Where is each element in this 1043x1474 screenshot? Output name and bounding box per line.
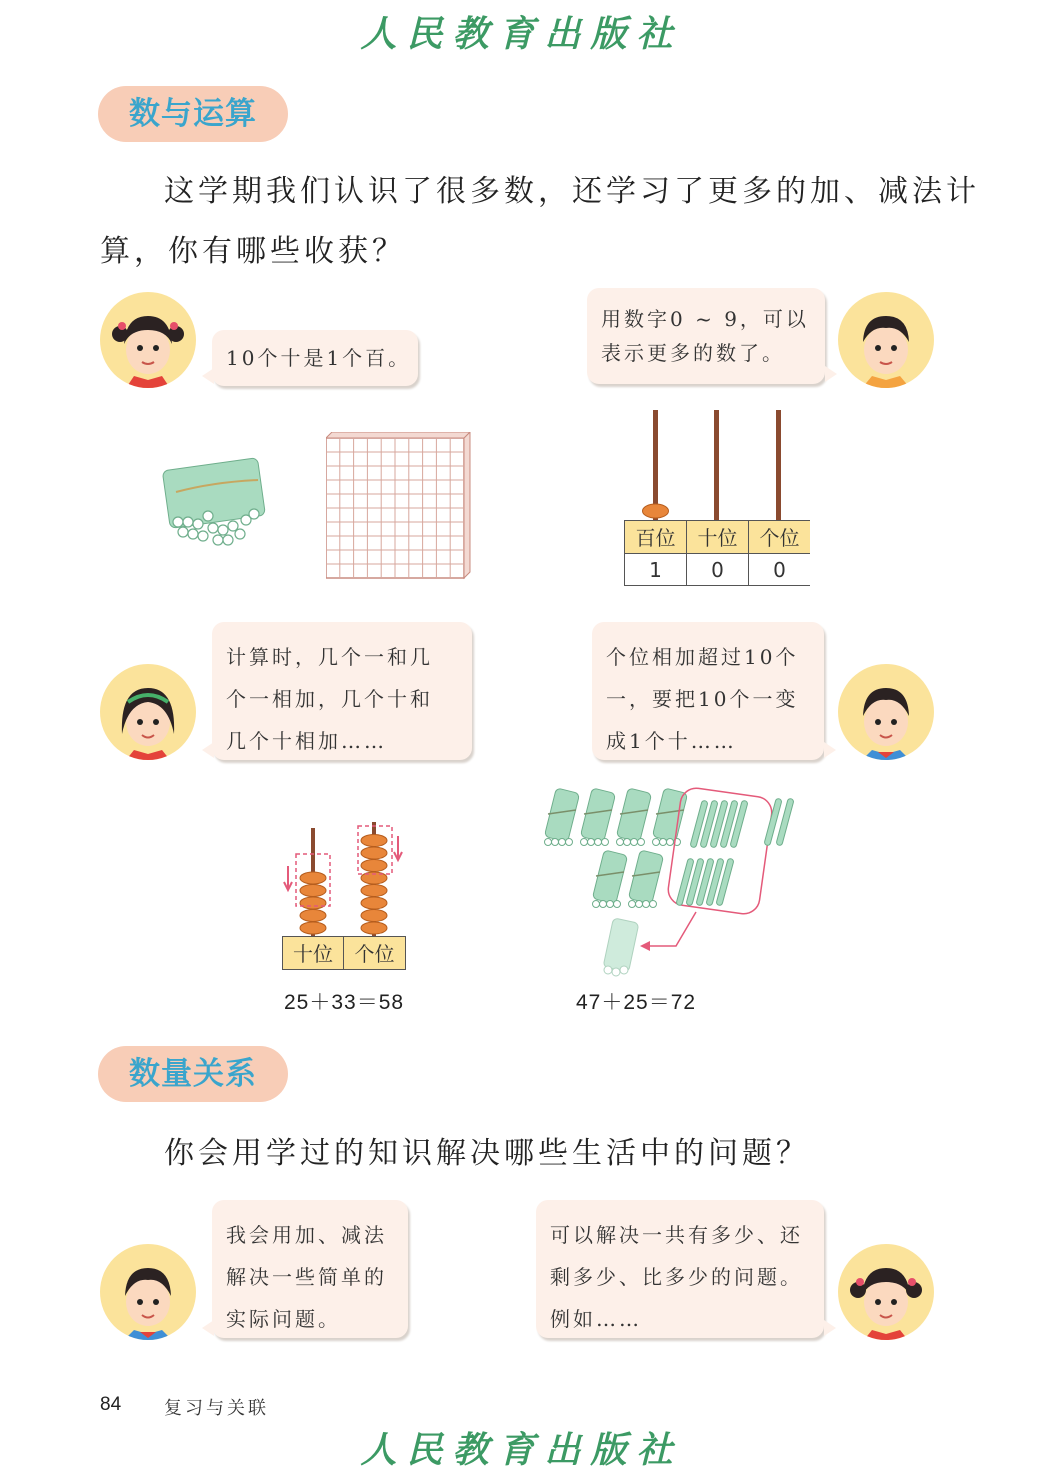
page-number: 84 — [100, 1394, 122, 1415]
bubble-tail — [202, 368, 214, 384]
bubble-line: 我会用加、减法 — [226, 1223, 387, 1247]
speech-bubble-digits — [587, 288, 825, 384]
hundred-grid — [326, 432, 472, 584]
bubble-line: 解决一些简单的 — [226, 1265, 387, 1289]
speech-bubble-ten-tens — [212, 330, 418, 386]
bubble-line: 可以解决一共有多少、还 — [550, 1223, 803, 1247]
stick-bundle — [592, 850, 627, 904]
speech-bubble-how-many — [536, 1200, 824, 1338]
abacus-bead — [300, 897, 326, 909]
boy-bottom-avatar — [100, 1244, 196, 1340]
place-header-tens-2: 十位 — [282, 936, 344, 970]
bubble-line: 个一相加，几个十和 — [226, 687, 433, 711]
place-header-hundreds: 百位 — [624, 520, 686, 554]
place-digit-ones: 0 — [748, 554, 810, 586]
sticks-regrouping — [536, 786, 806, 982]
speech-bubble-carry — [592, 622, 824, 760]
abacus-bead — [300, 872, 326, 884]
bubble-line: 计算时，几个一和几 — [226, 645, 433, 669]
bubble-line: 表示更多的数了。 — [601, 341, 785, 365]
stick-bundle — [580, 788, 615, 842]
bubble-tail — [824, 1320, 836, 1336]
place-header-ones: 个位 — [748, 520, 810, 554]
section-title-quantity-relations: 数量关系 — [98, 1046, 288, 1102]
bubble-tail — [825, 366, 837, 382]
bubble-line: 10个十是1个百。 — [226, 346, 412, 370]
abacus-hundred — [624, 410, 814, 526]
stick-bundle — [628, 850, 663, 904]
place-digit-hundreds: 1 — [624, 554, 686, 586]
boy-scarf-avatar — [838, 664, 934, 760]
section2-intro: 你会用学过的知识解决哪些生活中的问题？ — [164, 1136, 810, 1171]
bubble-line: 剩多少、比多少的问题。 — [550, 1265, 803, 1289]
abacus-bead — [361, 885, 387, 897]
abacus-bead — [361, 897, 387, 909]
place-header-ones-2: 个位 — [344, 936, 406, 970]
footer-chapter-title: 复习与关联 — [164, 1398, 269, 1419]
bubble-tail — [202, 742, 214, 758]
bubble-line: 几个十相加…… — [226, 729, 387, 753]
bubble-line: 用数字0 ~ 9，可以 — [601, 307, 809, 331]
stick-bundle — [616, 788, 651, 842]
speech-bubble-solve-problems — [212, 1200, 408, 1338]
abacus-bead — [361, 910, 387, 922]
abacus-bead — [361, 922, 387, 934]
abacus-bead — [300, 885, 326, 897]
bubble-line: 例如…… — [550, 1307, 642, 1331]
bubble-line: 一，要把10个一变 — [606, 687, 799, 711]
section1-intro-line2: 算，你有哪些收获？ — [100, 234, 406, 269]
equation-25-33: 25＋33＝58 — [284, 991, 405, 1014]
bubble-tail — [824, 742, 836, 758]
girl-bottom-avatar — [838, 1244, 934, 1340]
abacus-bead — [361, 835, 387, 847]
boy-avatar — [838, 292, 934, 388]
place-digit-tens: 0 — [686, 554, 748, 586]
speech-bubble-add-ones-tens — [212, 622, 472, 760]
bubble-line: 成1个十…… — [606, 729, 737, 753]
bubble-line: 个位相加超过10个 — [606, 645, 799, 669]
abacus-bead — [300, 910, 326, 922]
place-header-tens: 十位 — [686, 520, 748, 554]
abacus-tens-ones — [282, 822, 408, 940]
publisher-header: 人民教育出版社 — [360, 13, 683, 55]
girl-headband-avatar — [100, 664, 196, 760]
abacus-bead — [300, 922, 326, 934]
stick-bundle — [544, 788, 579, 842]
section-title-number-operations: 数与运算 — [98, 86, 288, 142]
bubble-tail — [202, 1320, 214, 1336]
publisher-footer: 人民教育出版社 — [360, 1429, 683, 1471]
girl-pigtails-avatar — [100, 292, 196, 388]
stick-bundles-hundred — [158, 452, 270, 556]
abacus-bead — [361, 860, 387, 872]
abacus-bead — [361, 847, 387, 859]
equation-47-25: 47＋25＝72 — [576, 991, 697, 1014]
section1-intro-line1: 这学期我们认识了很多数，还学习了更多的加、减法计 — [164, 174, 980, 209]
bubble-line: 实际问题。 — [226, 1307, 341, 1331]
